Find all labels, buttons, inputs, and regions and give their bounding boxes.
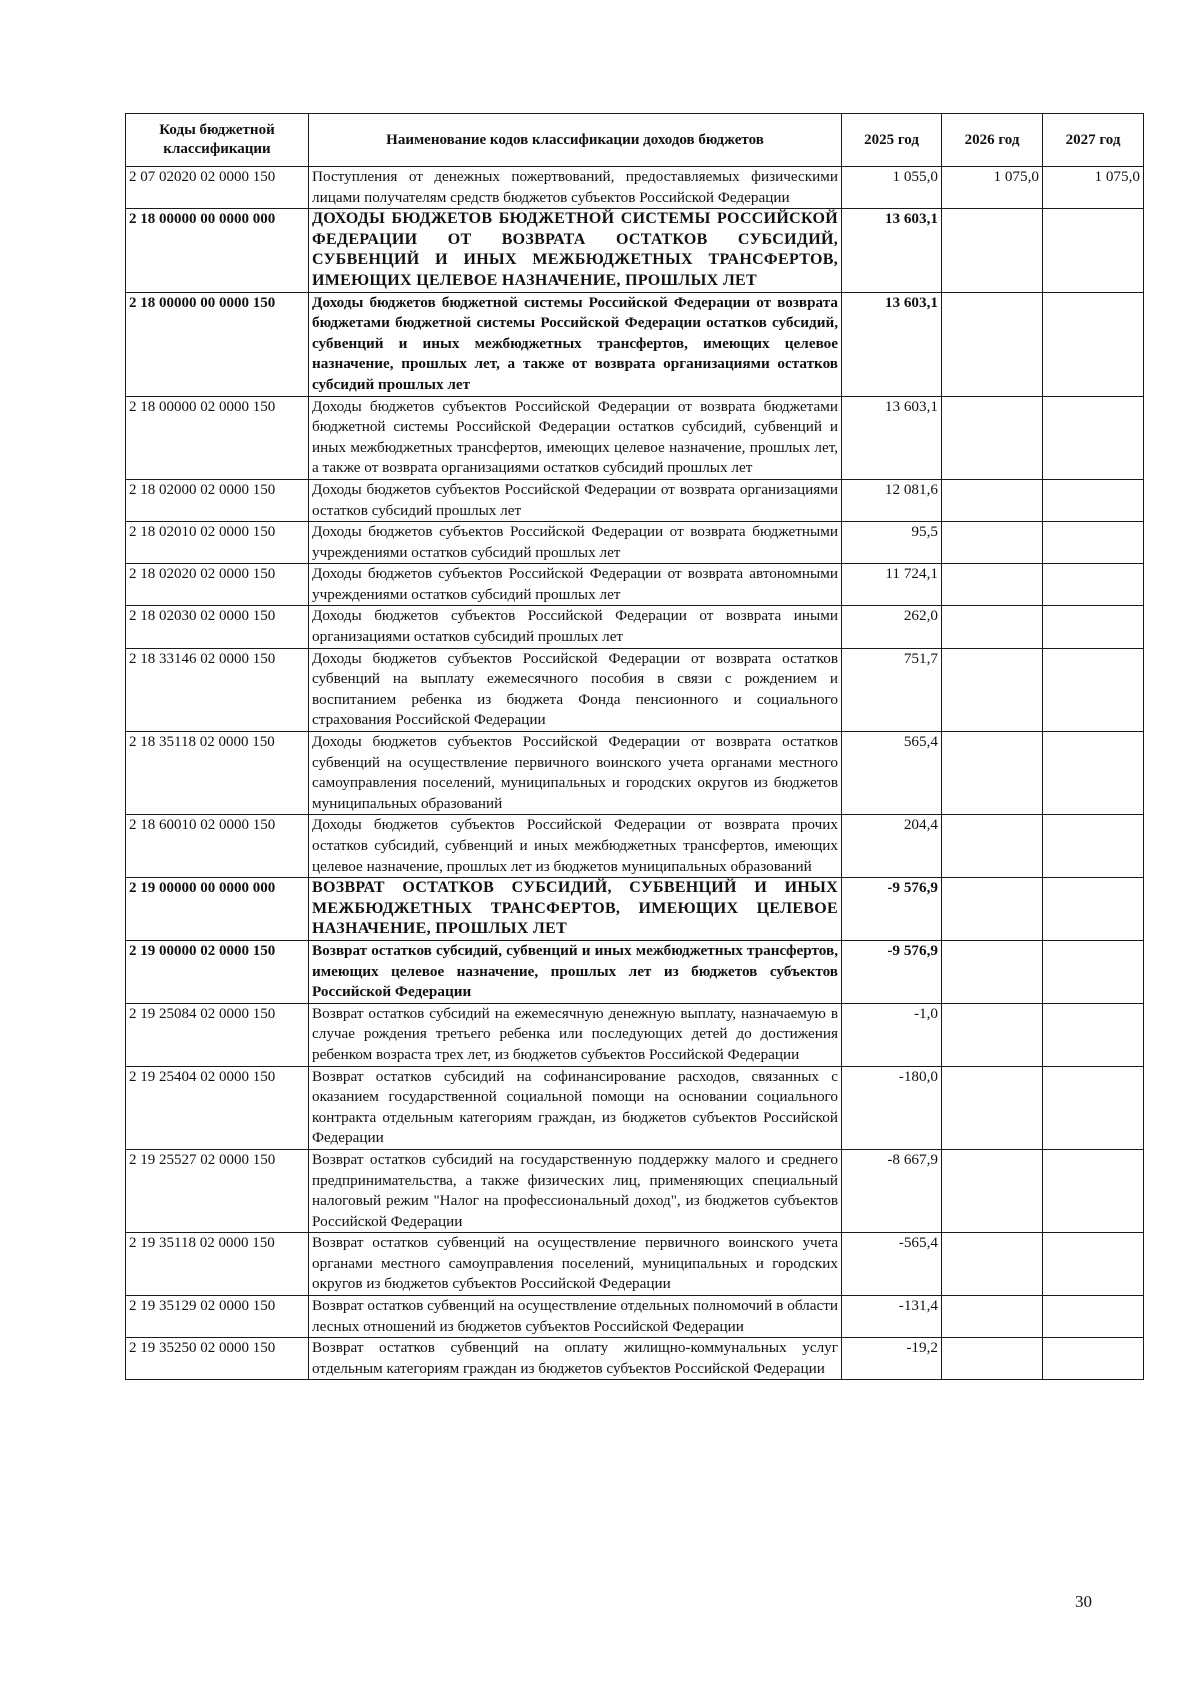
- row-name: Доходы бюджетов бюджетной системы Российской Федерации от возврата бюджетами бюджетной системы Российской Федерации остатков субсидий, субвенций и иных межбюджетных трансфертов, имеющих целевое назначение, прошлых лет, а также от возврата организациями остатков субсидий прошлых лет: [309, 292, 842, 396]
- table-row: [126, 1233, 1144, 1296]
- row-2025: 565,4: [842, 732, 942, 815]
- row-code: 2 18 02030 02 0000 150: [126, 606, 309, 648]
- row-2026: [942, 1003, 1043, 1066]
- table-row: [126, 648, 1144, 731]
- row-2025: 11 724,1: [842, 564, 942, 606]
- table-row: [126, 1338, 1144, 1380]
- row-code: 2 19 25404 02 0000 150: [126, 1066, 309, 1149]
- table-row: [126, 1296, 1144, 1338]
- row-2026: [942, 648, 1043, 731]
- row-name: Доходы бюджетов субъектов Российской Федерации от возврата организациями остатков субсидий прошлых лет: [309, 479, 842, 521]
- row-name: Возврат остатков субсидий на государственную поддержку малого и среднего предпринимательства, а также физических лиц, применяющих специальный налоговый режим "Налог на профессиональный доход", из бюджетов субъектов Российской Федерации: [309, 1149, 842, 1232]
- table-header-row: [126, 114, 1144, 167]
- row-2026: [942, 1338, 1043, 1380]
- row-name: Возврат остатков субсидий, субвенций и иных межбюджетных трансфертов, имеющих целевое назначение, прошлых лет из бюджетов субъектов Российской Федерации: [309, 940, 842, 1003]
- page-number: 30: [1075, 1592, 1092, 1611]
- table-row: [126, 1066, 1144, 1149]
- row-2027: [1043, 522, 1144, 564]
- row-2027: [1043, 479, 1144, 521]
- row-name: Доходы бюджетов субъектов Российской Федерации от возврата прочих остатков субсидий, субвенций и иных межбюджетных трансфертов, имеющих целевое назначение, прошлых лет из бюджетов муниципальных образований: [309, 815, 842, 878]
- table-row: [126, 522, 1144, 564]
- row-2027: [1043, 1149, 1144, 1232]
- table-row: [126, 479, 1144, 521]
- table-row: [126, 209, 1144, 292]
- row-2025: 751,7: [842, 648, 942, 731]
- row-2026: [942, 1233, 1043, 1296]
- row-code: 2 18 00000 00 0000 150: [126, 292, 309, 396]
- row-2027: [1043, 1296, 1144, 1338]
- row-code: 2 19 35129 02 0000 150: [126, 1296, 309, 1338]
- row-2027: [1043, 940, 1144, 1003]
- row-2026: [942, 1066, 1043, 1149]
- row-name: ДОХОДЫ БЮДЖЕТОВ БЮДЖЕТНОЙ СИСТЕМЫ РОССИЙСКОЙ ФЕДЕРАЦИИ ОТ ВОЗВРАТА ОСТАТКОВ СУБСИДИЙ, СУБВЕНЦИЙ И ИНЫХ МЕЖБЮДЖЕТНЫХ ТРАНСФЕРТОВ, ИМЕЮЩИХ ЦЕЛЕВОЕ НАЗНАЧЕНИЕ, ПРОШЛЫХ ЛЕТ: [309, 209, 842, 292]
- row-2026: [942, 606, 1043, 648]
- row-2025: -180,0: [842, 1066, 942, 1149]
- table-row: [126, 606, 1144, 648]
- row-2025: -8 667,9: [842, 1149, 942, 1232]
- row-2025: 262,0: [842, 606, 942, 648]
- row-name: Доходы бюджетов субъектов Российской Федерации от возврата остатков субвенций на выплату ежемесячного пособия в связи с рождением и воспитанием ребенка из бюджета Фонда пенсионного и социального страхования Российской Федерации: [309, 648, 842, 731]
- row-2027: [1043, 732, 1144, 815]
- row-name: Доходы бюджетов субъектов Российской Федерации от возврата бюджетами бюджетной системы Российской Федерации остатков субсидий, субвенций и иных межбюджетных трансфертов, имеющих целевое назначение, прошлых лет, а также от возврата организациями остатков субсидий прошлых лет: [309, 396, 842, 479]
- row-2027: [1043, 648, 1144, 731]
- table-row: [126, 878, 1144, 941]
- header-2025: 2025 год: [842, 114, 942, 167]
- row-2025: 95,5: [842, 522, 942, 564]
- row-code: 2 18 60010 02 0000 150: [126, 815, 309, 878]
- row-code: 2 18 02020 02 0000 150: [126, 564, 309, 606]
- table-row: [126, 1003, 1144, 1066]
- row-name: Доходы бюджетов субъектов Российской Федерации от возврата автономными учреждениями остатков субсидий прошлых лет: [309, 564, 842, 606]
- row-2027: 1 075,0: [1043, 167, 1144, 209]
- row-2025: 13 603,1: [842, 209, 942, 292]
- row-2026: [942, 522, 1043, 564]
- header-2026: 2026 год: [942, 114, 1043, 167]
- row-2027: [1043, 292, 1144, 396]
- row-2027: [1043, 564, 1144, 606]
- row-name: Поступления от денежных пожертвований, предоставляемых физическими лицами получателям средств бюджетов субъектов Российской Федерации: [309, 167, 842, 209]
- header-2027: 2027 год: [1043, 114, 1144, 167]
- row-name: Возврат остатков субвенций на оплату жилищно-коммунальных услуг отдельным категориям граждан из бюджетов субъектов Российской Федерации: [309, 1338, 842, 1380]
- row-2026: [942, 292, 1043, 396]
- row-2027: [1043, 1338, 1144, 1380]
- row-2027: [1043, 209, 1144, 292]
- budget-revenue-table: [125, 113, 1144, 1380]
- row-code: 2 18 35118 02 0000 150: [126, 732, 309, 815]
- row-code: 2 19 25527 02 0000 150: [126, 1149, 309, 1232]
- row-2027: [1043, 1233, 1144, 1296]
- row-2026: [942, 209, 1043, 292]
- table-row: [126, 815, 1144, 878]
- row-2026: [942, 396, 1043, 479]
- row-2025: -131,4: [842, 1296, 942, 1338]
- row-code: 2 18 33146 02 0000 150: [126, 648, 309, 731]
- header-code: Коды бюджетной классификации: [126, 114, 309, 167]
- row-2025: -19,2: [842, 1338, 942, 1380]
- row-2026: [942, 564, 1043, 606]
- table-row: [126, 1149, 1144, 1232]
- row-name: ВОЗВРАТ ОСТАТКОВ СУБСИДИЙ, СУБВЕНЦИЙ И ИНЫХ МЕЖБЮДЖЕТНЫХ ТРАНСФЕРТОВ, ИМЕЮЩИХ ЦЕЛЕВОЕ НАЗНАЧЕНИЕ, ПРОШЛЫХ ЛЕТ: [309, 878, 842, 941]
- row-2026: [942, 1149, 1043, 1232]
- row-2026: [942, 878, 1043, 941]
- row-2025: 12 081,6: [842, 479, 942, 521]
- table-row: [126, 732, 1144, 815]
- table-row: [126, 396, 1144, 479]
- row-2026: [942, 732, 1043, 815]
- table-row: [126, 564, 1144, 606]
- row-name: Доходы бюджетов субъектов Российской Федерации от возврата иными организациями остатков субсидий прошлых лет: [309, 606, 842, 648]
- row-2027: [1043, 396, 1144, 479]
- row-2026: [942, 940, 1043, 1003]
- row-2027: [1043, 1003, 1144, 1066]
- row-code: 2 19 00000 00 0000 000: [126, 878, 309, 941]
- header-name: Наименование кодов классификации доходов бюджетов: [309, 114, 842, 167]
- row-2025: -1,0: [842, 1003, 942, 1066]
- row-code: 2 18 00000 00 0000 000: [126, 209, 309, 292]
- row-2027: [1043, 1066, 1144, 1149]
- row-name: Возврат остатков субсидий на софинансирование расходов, связанных с оказанием государственной социальной помощи на основании социального контракта отдельным категориям граждан, из бюджетов субъектов Российской Федерации: [309, 1066, 842, 1149]
- row-2025: -9 576,9: [842, 878, 942, 941]
- row-2027: [1043, 815, 1144, 878]
- row-code: 2 19 35118 02 0000 150: [126, 1233, 309, 1296]
- row-name: Возврат остатков субвенций на осуществление первичного воинского учета органами местного самоуправления поселений, муниципальных и городских округов из бюджетов субъектов Российской Федерации: [309, 1233, 842, 1296]
- row-2026: [942, 1296, 1043, 1338]
- row-2025: 13 603,1: [842, 292, 942, 396]
- row-name: Доходы бюджетов субъектов Российской Федерации от возврата бюджетными учреждениями остатков субсидий прошлых лет: [309, 522, 842, 564]
- row-2026: 1 075,0: [942, 167, 1043, 209]
- table-row: [126, 940, 1144, 1003]
- row-2025: 1 055,0: [842, 167, 942, 209]
- row-code: 2 19 25084 02 0000 150: [126, 1003, 309, 1066]
- row-2026: [942, 479, 1043, 521]
- row-2025: 204,4: [842, 815, 942, 878]
- row-2026: [942, 815, 1043, 878]
- row-2025: 13 603,1: [842, 396, 942, 479]
- row-2027: [1043, 606, 1144, 648]
- table-row: [126, 167, 1144, 209]
- row-name: Возврат остатков субвенций на осуществление отдельных полномочий в области лесных отношений из бюджетов субъектов Российской Федерации: [309, 1296, 842, 1338]
- row-name: Доходы бюджетов субъектов Российской Федерации от возврата остатков субвенций на осуществление первичного воинского учета органами местного самоуправления поселений, муниципальных и городских округов из бюджетов муниципальных образований: [309, 732, 842, 815]
- row-2027: [1043, 878, 1144, 941]
- row-code: 2 18 02000 02 0000 150: [126, 479, 309, 521]
- row-code: 2 18 02010 02 0000 150: [126, 522, 309, 564]
- row-code: 2 07 02020 02 0000 150: [126, 167, 309, 209]
- row-name: Возврат остатков субсидий на ежемесячную денежную выплату, назначаемую в случае рождения третьего ребенка или последующих детей до достижения ребенком возраста трех лет, из бюджетов субъектов Российской Федерации: [309, 1003, 842, 1066]
- row-2025: -565,4: [842, 1233, 942, 1296]
- row-2025: -9 576,9: [842, 940, 942, 1003]
- row-code: 2 19 35250 02 0000 150: [126, 1338, 309, 1380]
- row-code: 2 19 00000 02 0000 150: [126, 940, 309, 1003]
- table-row: [126, 292, 1144, 396]
- row-code: 2 18 00000 02 0000 150: [126, 396, 309, 479]
